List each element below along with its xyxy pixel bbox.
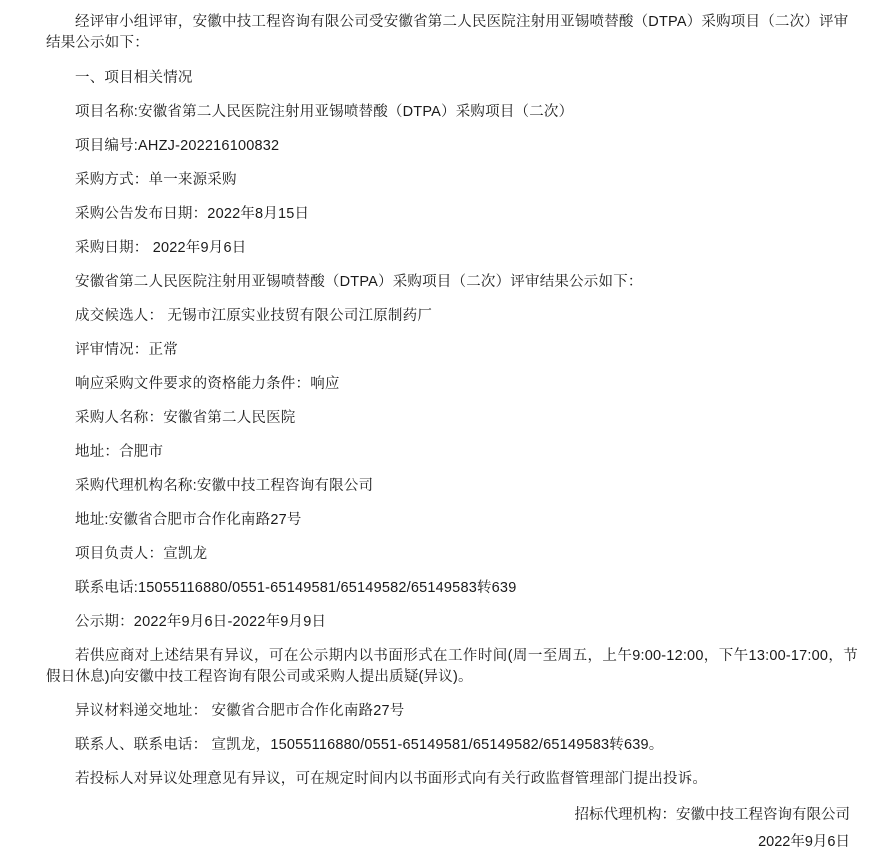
field-purchaser-address: 地址：合肥市	[75, 444, 164, 461]
field-project-number: 项目编号:AHZJ-202216100832	[75, 138, 280, 155]
field-procurement-date: 采购日期： 2022年9月6日	[75, 240, 247, 257]
lead-paragraph: 经评审小组评审，安徽中技工程咨询有限公司受安徽省第二人民医院注射用亚锡喷替酸（DTPA）采购项目（二次）评审结果公示如下：	[46, 14, 849, 52]
field-review-status: 评审情况：正常	[75, 342, 178, 359]
objection-paragraph: 若供应商对上述结果有异议，可在公示期内以书面形式在工作时间(周一至周五，上午9:00-12:00，下午13:00-17:00，节假日休息)向安徽中技工程咨询有限公司或采购人提出质疑(异议)。	[46, 648, 858, 686]
field-winning-candidate: 成交候选人： 无锡市江原实业技贸有限公司江原制药厂	[75, 308, 433, 325]
field-purchaser-name: 采购人名称：安徽省第二人民医院	[75, 410, 296, 427]
field-project-name: 项目名称:安徽省第二人民医院注射用亚锡喷替酸（DTPA）采购项目（二次）	[75, 104, 574, 121]
field-agency-address: 地址:安徽省合肥市合作化南路27号	[75, 512, 302, 529]
objection-contact: 联系人、联系电话： 宣凯龙，15055116880/0551-65149581/65149582/65149583转639。	[75, 737, 664, 754]
field-agency-name: 采购代理机构名称:安徽中技工程咨询有限公司	[75, 478, 374, 495]
objection-address: 异议材料递交地址： 安徽省合肥市合作化南路27号	[75, 703, 405, 720]
section-heading: 一、项目相关情况	[75, 70, 193, 87]
field-procurement-method: 采购方式：单一来源采购	[75, 172, 237, 189]
field-contact-phone: 联系电话:15055116880/0551-65149581/65149582/65149583转639	[75, 580, 517, 597]
field-result-intro: 安徽省第二人民医院注射用亚锡喷替酸（DTPA）采购项目（二次）评审结果公示如下：	[75, 274, 643, 291]
complaint-paragraph: 若投标人对异议处理意见有异议，可在规定时间内以书面形式向有关行政监督管理部门提出投诉。	[75, 771, 708, 788]
field-project-manager: 项目负责人：宣凯龙	[75, 546, 208, 563]
field-publicity-period: 公示期：2022年9月6日-2022年9月9日	[75, 614, 327, 631]
signature-block	[46, 808, 858, 849]
field-qualification-response: 响应采购文件要求的资格能力条件：响应	[75, 376, 340, 393]
field-announcement-date: 采购公告发布日期：2022年8月15日	[75, 206, 310, 223]
signature-date: 2022年9月6日	[758, 833, 850, 850]
signature-agency: 招标代理机构：安徽中技工程咨询有限公司	[574, 807, 850, 824]
